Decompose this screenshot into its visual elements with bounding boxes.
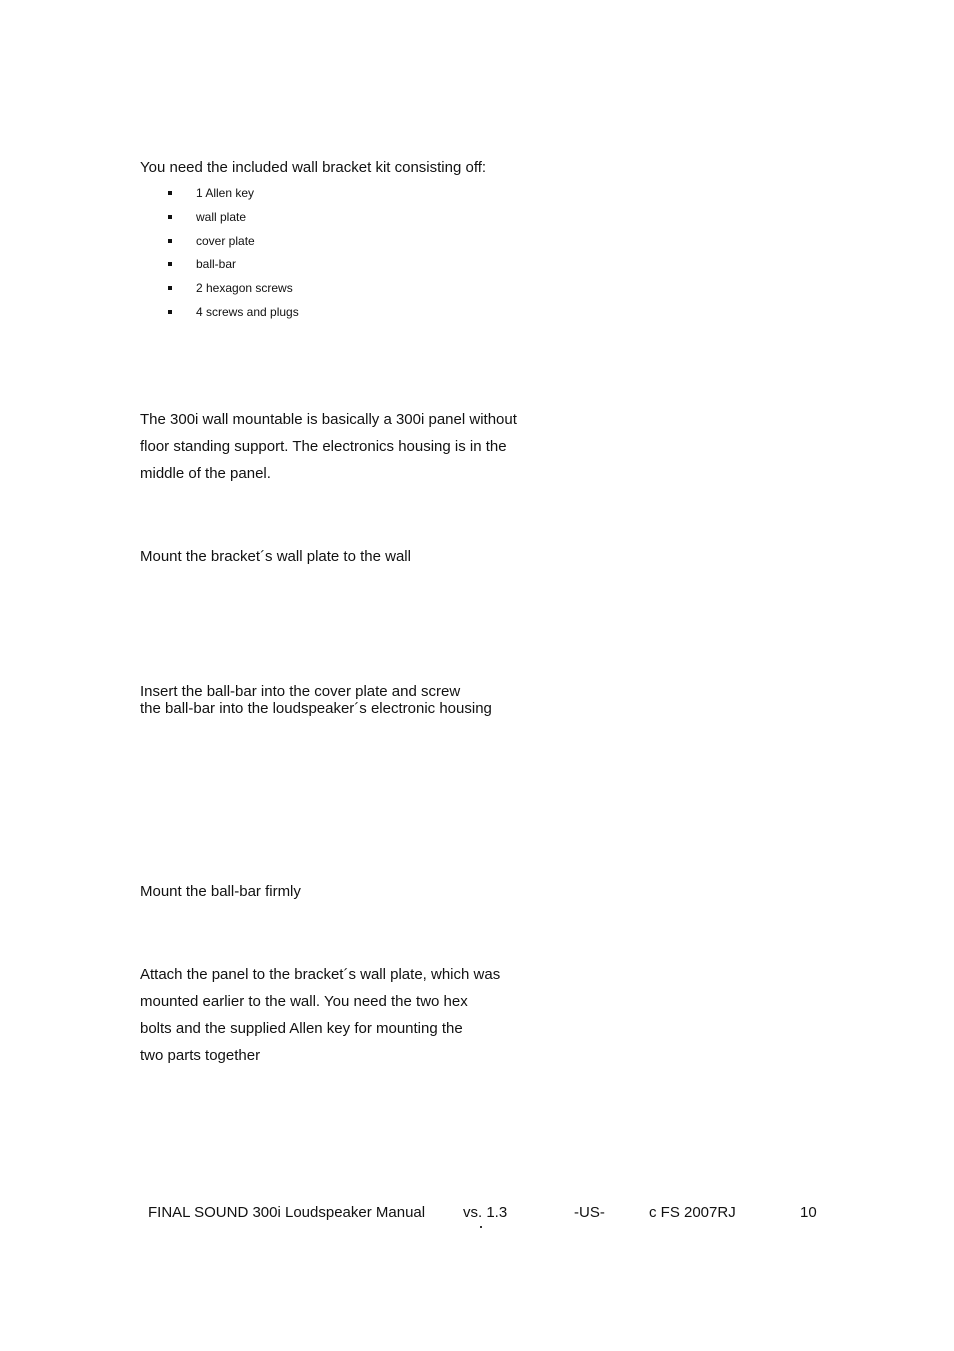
bullet-icon: [168, 191, 172, 195]
bullet-icon: [168, 286, 172, 290]
list-item: 1 Allen key: [168, 182, 299, 206]
bullet-icon: [168, 239, 172, 243]
step-wall-plate: Mount the bracket´s wall plate to the wall: [140, 548, 411, 565]
kit-intro: You need the included wall bracket kit consisting off:: [140, 159, 487, 176]
footer-manual-title: FINAL SOUND 300i Loudspeaker Manual: [148, 1204, 426, 1221]
description-paragraph: [140, 406, 517, 487]
paragraph-line: The 300i wall mountable is basically a 300i panel without: [140, 411, 517, 428]
paragraph-line: Attach the panel to the bracket´s wall plate, which was: [140, 966, 501, 983]
footer-region: -US-: [574, 1204, 605, 1221]
footer-page-number: 10: [800, 1204, 817, 1221]
list-item: ball-bar: [168, 253, 299, 277]
paragraph-line: Insert the ball-bar into the cover plate and screw: [140, 683, 461, 700]
paragraph-line: middle of the panel.: [140, 465, 271, 482]
bullet-icon: [168, 262, 172, 266]
list-item: cover plate: [168, 230, 299, 254]
footer-dot: [480, 1226, 482, 1228]
list-item: 4 screws and plugs: [168, 301, 299, 325]
paragraph-line: floor standing support. The electronics housing is in the: [140, 438, 507, 455]
footer-version: vs. 1.3: [463, 1204, 508, 1221]
bullet-icon: [168, 215, 172, 219]
footer-copyright: c FS 2007RJ: [649, 1204, 736, 1221]
step-mount-firmly: Mount the ball-bar firmly: [140, 883, 301, 900]
paragraph-line: two parts together: [140, 1047, 261, 1064]
list-item: wall plate: [168, 206, 299, 230]
step-attach-panel: [140, 961, 500, 1069]
paragraph-line: bolts and the supplied Allen key for mounting the: [140, 1020, 463, 1037]
paragraph-line: mounted earlier to the wall. You need the two hex: [140, 993, 468, 1010]
step-ball-bar: [140, 683, 492, 717]
paragraph-line: the ball-bar into the loudspeaker´s electronic housing: [140, 700, 492, 717]
bullet-icon: [168, 310, 172, 314]
list-item: 2 hexagon screws: [168, 277, 299, 301]
kit-list: [168, 182, 299, 325]
